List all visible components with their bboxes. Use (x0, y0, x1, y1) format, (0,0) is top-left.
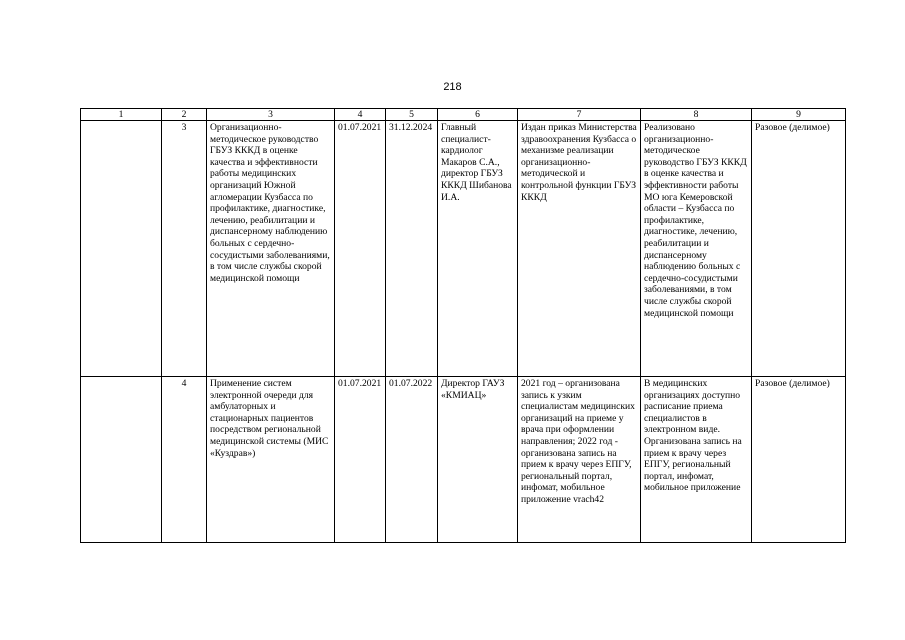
cell-type: Разовое (делимое) (752, 377, 846, 543)
header-cell: 9 (752, 109, 846, 121)
header-cell: 2 (162, 109, 207, 121)
measures-table (80, 108, 846, 543)
header-cell: 7 (518, 109, 641, 121)
header-cell: 5 (386, 109, 438, 121)
cell-section (81, 121, 162, 377)
cell-end-date: 01.07.2022 (386, 377, 438, 543)
cell-responsible: Директор ГАУЗ «КМИАЦ» (438, 377, 518, 543)
header-cell: 3 (207, 109, 335, 121)
cell-number: 4 (162, 377, 207, 543)
cell-number: 3 (162, 121, 207, 377)
cell-section (81, 377, 162, 543)
header-row (81, 109, 846, 121)
cell-start-date: 01.07.2021 (335, 377, 386, 543)
header-cell: 4 (335, 109, 386, 121)
header-cell: 6 (438, 109, 518, 121)
cell-outcome: Реализовано организационно-методическое руководство ГБУЗ КККД в оценке качества и эффективности работы МО юга Кемеровской области – Кузбасса по профилактике, диагностике, лечению, реабилитации и диспансерному наблюдению больных с сердечно-сосудистыми заболеваниями, в том числе службы скорой медицинской помощи (641, 121, 752, 377)
cell-outcome: В медицинских организациях доступно расписание приема специалистов в электронном виде. Организована запись на прием к врачу через ЕПГУ, региональный портал, инфомат, мобильное приложение (641, 377, 752, 543)
cell-activity: Организационно-методическое руководство ГБУЗ КККД в оценке качества и эффективности работы медицинских организаций Южной агломерации Кузбасса по профилактике, диагностике, лечению, реабилитации и диспансерному наблюдению больных с сердечно-сосудистыми заболеваниями, в том числе службы скорой медицинской помощи (207, 121, 335, 377)
cell-responsible: Главный специалист-кардиолог Макаров С.А., директор ГБУЗ КККД Шибанова И.А. (438, 121, 518, 377)
page-number: 218 (443, 81, 462, 93)
table-row (81, 121, 846, 377)
cell-start-date: 01.07.2021 (335, 121, 386, 377)
cell-type: Разовое (делимое) (752, 121, 846, 377)
cell-result: 2021 год – организована запись к узким специалистам медицинских организаций на приеме у врача при оформлении направления; 2022 год - организована запись на прием к врачу через ЕПГУ, региональный портал, инфомат, мобильное приложение vrach42 (518, 377, 641, 543)
cell-activity: Применение систем электронной очереди для амбулаторных и стационарных пациентов посредством региональной медицинской системы (МИС «Куздрав») (207, 377, 335, 543)
header-cell: 8 (641, 109, 752, 121)
cell-end-date: 31.12.2024 (386, 121, 438, 377)
header-cell: 1 (81, 109, 162, 121)
cell-result: Издан приказ Министерства здравоохранения Кузбасса о механизме реализации организационно-методической и контрольной функции ГБУЗ КККД (518, 121, 641, 377)
table-row (81, 377, 846, 543)
